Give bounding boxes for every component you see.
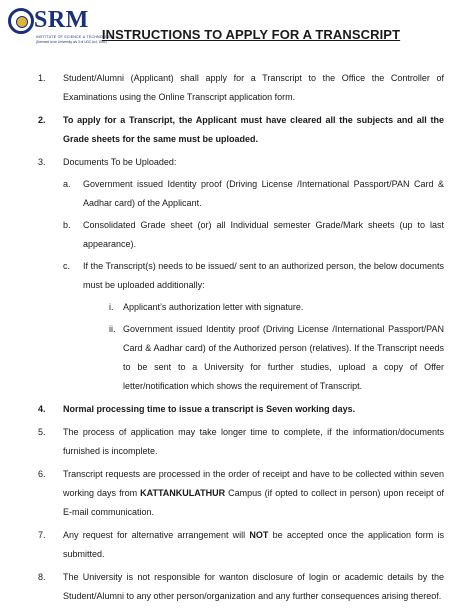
instructions-list [26,69,444,610]
item-text: Documents To be Uploaded: [63,157,177,167]
instruction-item-4 [26,400,444,419]
instruction-item-7 [26,526,444,564]
sub-sub-item-text: Government issued Identity proof (Driving License /International Passport/PAN Card & Aadhar card) of the Authorized person (relatives). If the Transcript needs to be sent to a University for further studies, upload a copy of Offer letter/notification which shows the requirement of Transcript. [123,324,444,391]
instruction-item-1 [26,69,444,107]
item-text-after: be accepted once the application form is submitted. [63,530,444,559]
item-text: Normal processing time to issue a transcript is Seven working days. [63,404,356,414]
sub-item-a [63,175,444,213]
sub-sub-item-numeral: i. [109,302,114,312]
item-text: To apply for a Transcript, the Applicant must have cleared all the subjects and all the Grade sheets for the same must be uploaded. [63,115,444,144]
instruction-item-5 [26,423,444,461]
sub-item-text: Consolidated Grade sheet (or) all Individual semester Grade/Mark sheets (up to last appearance). [83,220,444,249]
authorized-person-sublist [109,298,444,396]
instruction-item-8 [26,568,444,606]
item-text-before: Transcript requests are processed in the order of receipt and have to be collected within seven working days from [63,469,444,498]
sub-item-c [63,257,444,396]
item-text-after: Campus (if opted to collect in person) upon receipt of E-mail communication. [63,488,444,517]
item-number: 1. [38,73,46,83]
item-number: 6. [38,469,46,479]
item-number: 2. [38,115,46,125]
sub-item-letter: c. [63,261,71,271]
logo-subtagline: (Deemed to be University u/s 3 of UGC Act, 1956) [36,40,107,44]
sub-sub-item-i [109,298,444,317]
sub-sub-item-numeral: ii. [109,324,116,334]
item-number: 3. [38,157,46,167]
sub-sub-item-ii [109,320,444,396]
item-number: 7. [38,530,46,540]
campus-name: KATTANKULATHUR [140,488,226,498]
sub-item-text: Government issued Identity proof (Driving License /International Passport/PAN Card & Aadhar card) of the Applicant. [83,179,444,208]
item-number: 4. [38,404,46,414]
item-text: The process of application may take longer time to complete, if the information/documents furnished is incomplete. [63,427,444,456]
item-number: 5. [38,427,46,437]
instruction-item-2 [26,111,444,149]
item-text: The University is not responsible for wanton disclosure of login or academic details by the Student/Alumni to any other person/organization and any further consequences arising thereof. [63,572,444,601]
sub-item-letter: a. [63,179,71,189]
logo-name: SRM [34,7,89,33]
documents-sublist [63,175,444,396]
sub-item-letter: b. [63,220,71,230]
sub-item-b [63,216,444,254]
sub-item-text: If the Transcript(s) needs to be issued/ sent to an authorized person, the below documents must be uploaded additionally: [83,261,444,290]
page-title: INSTRUCTIONS TO APPLY FOR A TRANSCRIPT [101,27,401,42]
emphasis-not: NOT [249,530,269,540]
item-number: 8. [38,572,46,582]
instruction-item-6 [26,465,444,522]
instruction-item-3 [26,153,444,396]
item-text: Student/Alumni (Applicant) shall apply for a Transcript to the Office the Controller of Examinations using the Online Transcript application form. [63,73,444,102]
sub-sub-item-text: Applicant’s authorization letter with signature. [123,302,304,312]
item-text-before: Any request for alternative arrangement will [63,530,250,540]
logo-tagline: INSTITUTE OF SCIENCE & TECHNOLOGY [36,35,114,39]
